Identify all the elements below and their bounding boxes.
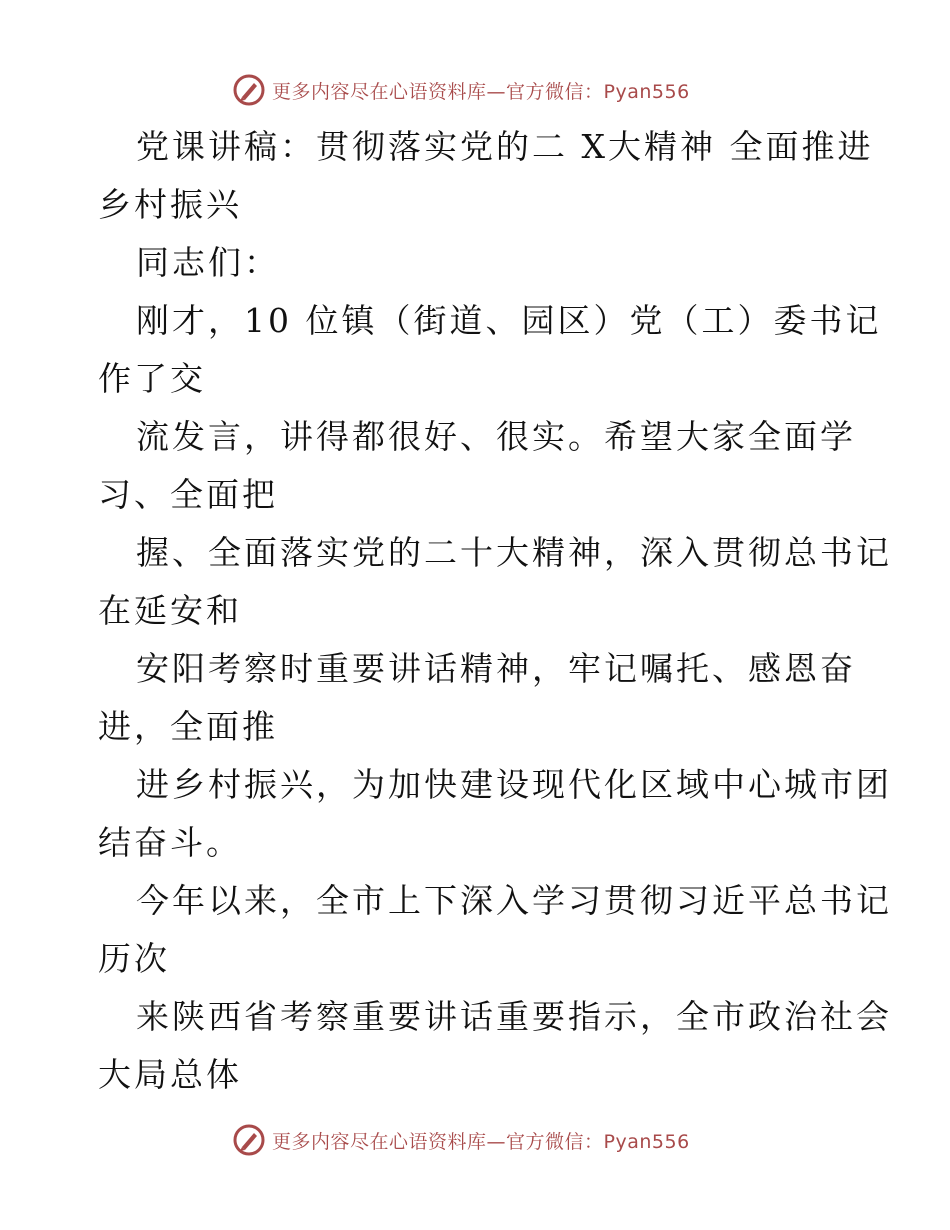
document-body — [98, 118, 892, 1104]
header-watermark — [232, 72, 690, 108]
text-line: 进乡村振兴，为加快建设现代化区域中心城市团 — [136, 765, 892, 804]
footer-watermark — [232, 1122, 690, 1158]
text-line: 习、全面把 — [98, 475, 278, 514]
text-line: 历次 — [98, 939, 170, 978]
text-line: 结奋斗。 — [98, 823, 242, 862]
text-line: 流发言，讲得都很好、很实。希望大家全面学 — [136, 417, 856, 456]
text-line: 刚才，10 位镇（街道、园区）党（工）委书记 — [136, 301, 882, 340]
text-line: 进，全面推 — [98, 707, 278, 746]
text-line: 同志们： — [136, 243, 280, 282]
text-line: 作了交 — [98, 359, 206, 398]
watermark-text: 更多内容尽在心语资料库—官方微信：Pyan556 — [272, 80, 690, 103]
text-line: 大局总体 — [98, 1055, 242, 1094]
text-line: 党课讲稿：贯彻落实党的二 X大精神 全面推进 — [136, 127, 874, 166]
pen-seal-icon — [232, 73, 266, 107]
text-line: 乡村振兴 — [98, 185, 242, 224]
text-line: 今年以来，全市上下深入学习贯彻习近平总书记 — [136, 881, 892, 920]
text-line: 来陕西省考察重要讲话重要指示，全市政治社会 — [136, 997, 892, 1036]
text-line: 安阳考察时重要讲话精神，牢记嘱托、感恩奋 — [136, 649, 856, 688]
pen-seal-icon — [232, 1123, 266, 1157]
text-line: 在延安和 — [98, 591, 242, 630]
watermark-text: 更多内容尽在心语资料库—官方微信：Pyan556 — [272, 1130, 690, 1153]
text-line: 握、全面落实党的二十大精神，深入贯彻总书记 — [136, 533, 892, 572]
